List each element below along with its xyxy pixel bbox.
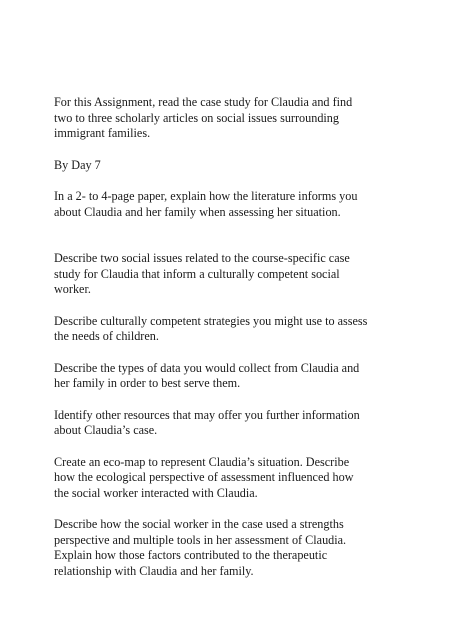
paragraph-social-issues: Describe two social issues related to the course-specific case study for Claudia that inform a culturally competent social worker. (54, 251, 350, 296)
paragraph-deadline: By Day 7 (54, 157, 101, 172)
paragraph-eco-map: Create an eco-map to represent Claudia’s situation. Describe how the ecological perspective of assessment influenced how the social worker interacted with Claudia. (54, 454, 354, 500)
paragraph-assignment-intro: For this Assignment, read the case study for Claudia and find two to three scholarly articles on social issues surrounding immigrant families. (54, 95, 353, 140)
paragraph-resources: Identify other resources that may offer you further information about Claudia’s case. (54, 407, 360, 437)
paragraph-paper-instructions: In a 2- to 4-page paper, explain how the literature informs you about Claudia and her family when assessing her situation. (54, 189, 358, 219)
document-body (54, 95, 414, 579)
paragraph-data-collection: Describe the types of data you would collect from Claudia and her family in order to best serve them. (54, 360, 360, 390)
paragraph-strengths-perspective: Describe how the social worker in the case used a strengths perspective and multiple tools in her assessment of Claudia. Explain how those factors contributed to the therapeutic relationship with Claudia and her family. (54, 517, 347, 578)
paragraph-strategies: Describe culturally competent strategies you might use to assess the needs of children. (54, 313, 368, 343)
